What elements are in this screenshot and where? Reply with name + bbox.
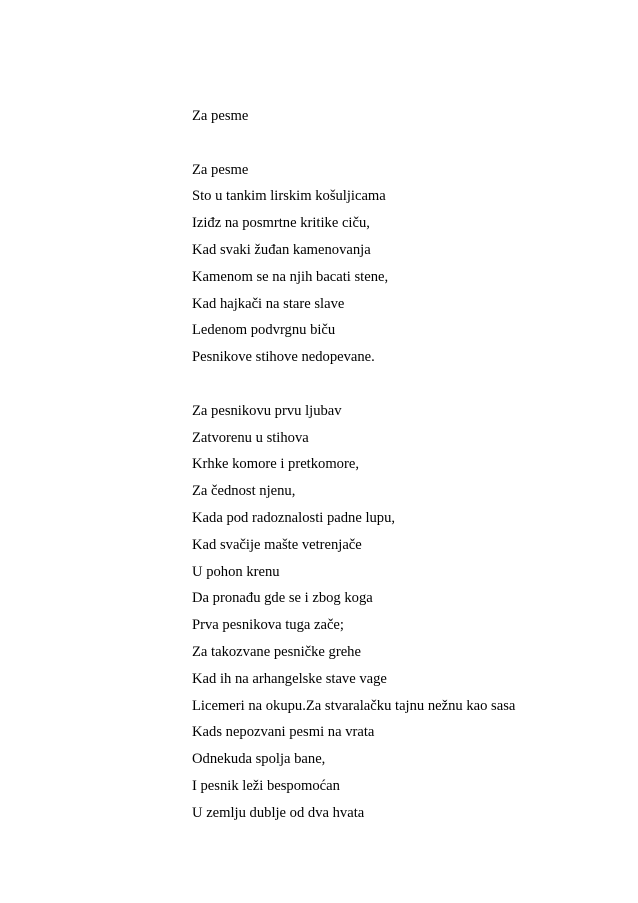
poem-line: Kada pod radoznalosti padne lupu,	[192, 509, 396, 526]
stanza-1	[192, 157, 612, 371]
poem-line: Pesnikove stihove nedopevane.	[192, 349, 375, 366]
stanza-2	[192, 398, 612, 827]
poem-line: Odnekuda spolja bane,	[192, 751, 326, 768]
poem-line: Da pronađu gde se i zbog koga	[192, 590, 373, 607]
poem-line: Za pesme	[192, 161, 249, 178]
poem-line: Licemeri na okupu.Za stvaralačku tajnu nežnu kao sasa	[192, 697, 516, 714]
poem-line: Za pesnikovu prvu ljubav	[192, 402, 342, 419]
document-title: Za pesme	[192, 108, 249, 124]
poem-text	[192, 103, 612, 827]
poem-line: Za čednost njenu,	[192, 483, 296, 500]
stanza-gap	[192, 130, 612, 157]
poem-line: Kad svaki žuđan kamenovanja	[192, 241, 371, 258]
poem-line: Kads nepozvani pesmi na vrata	[192, 724, 375, 741]
poem-line: U zemlju dublje od dva hvata	[192, 804, 365, 821]
poem-line: Za takozvane pesničke grehe	[192, 643, 361, 660]
poem-line: Kad svačije mašte vetrenjače	[192, 536, 362, 553]
poem-line: Krhke komore i pretkomore,	[192, 456, 359, 473]
poem-line: Kad ih na arhangelske stave vage	[192, 670, 387, 687]
poem-line: Prva pesnikova tuga zače;	[192, 617, 344, 634]
poem-line: U pohon krenu	[192, 563, 280, 580]
stanza-gap	[192, 371, 612, 398]
poem-line: Sto u tankim lirskim košuljicama	[192, 188, 386, 205]
poem-line: Ledenom podvrgnu biču	[192, 322, 336, 339]
poem-line: Kamenom se na njih bacati stene,	[192, 268, 389, 285]
poem-line: Zatvorenu u stihova	[192, 429, 309, 446]
poem-line: Kad hajkači na stare slave	[192, 295, 345, 312]
poem-line: I pesnik leži bespomoćan	[192, 777, 340, 794]
poem-line: Iziđz na posmrtne kritike ciču,	[192, 215, 370, 232]
